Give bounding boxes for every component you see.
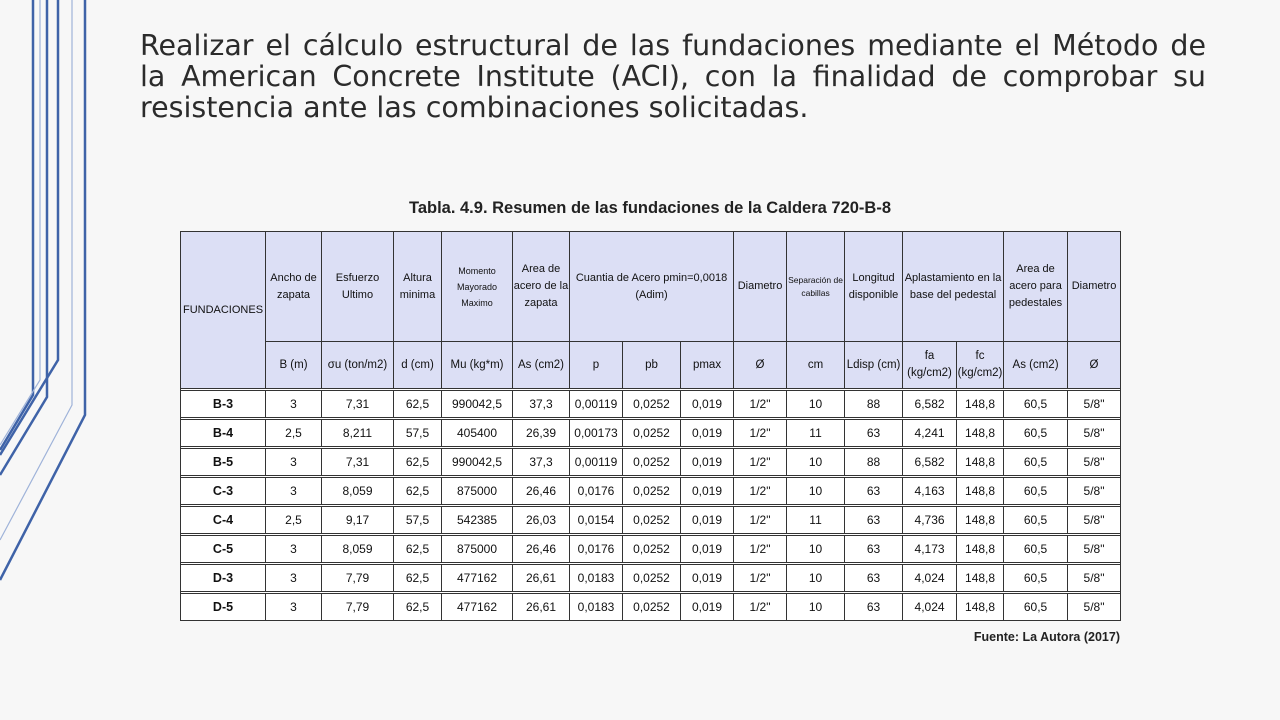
table-cell: 3 — [266, 536, 322, 563]
table-cell: 4,024 — [903, 565, 957, 592]
unit-cell: Ldisp (cm) — [845, 342, 903, 389]
unit-cell: pb — [623, 342, 681, 389]
foundation-name: B-5 — [181, 449, 266, 476]
table-cell: 148,8 — [957, 391, 1004, 418]
table-cell: 26,39 — [513, 420, 570, 447]
table-cell: 148,8 — [957, 594, 1004, 621]
table-cell: 0,0252 — [623, 536, 681, 563]
table-cell: 5/8" — [1068, 449, 1121, 476]
table-cell: 7,79 — [322, 565, 394, 592]
header-esfuerzo: Esfuerzo Ultimo — [322, 232, 394, 342]
table-cell: 10 — [787, 565, 845, 592]
header-cuantia: Cuantia de Acero pmin=0,0018 (Adim) — [570, 232, 734, 342]
table-cell: 990042,5 — [442, 391, 513, 418]
header-fundaciones: FUNDACIONES — [181, 232, 266, 389]
foundation-name: C-5 — [181, 536, 266, 563]
table-cell: 5/8" — [1068, 507, 1121, 534]
table-cell: 5/8" — [1068, 478, 1121, 505]
table-cell: 4,173 — [903, 536, 957, 563]
table-cell: 0,00119 — [570, 391, 623, 418]
header-aplastamiento: Aplastamiento en la base del pedestal — [903, 232, 1004, 342]
header-area-pedestal: Area de acero para pedestales — [1004, 232, 1068, 342]
header-row-units — [181, 342, 1121, 389]
unit-cell: As (cm2) — [513, 342, 570, 389]
unit-cell: σu (ton/m2) — [322, 342, 394, 389]
table-cell: 0,0252 — [623, 391, 681, 418]
foundation-name: C-4 — [181, 507, 266, 534]
header-ancho: Ancho de zapata — [266, 232, 322, 342]
table-cell: 2,5 — [266, 420, 322, 447]
table-cell: 0,019 — [681, 449, 734, 476]
table-cell: 0,0176 — [570, 478, 623, 505]
unit-cell: fa (kg/cm2) — [903, 342, 957, 389]
table-row — [181, 594, 1121, 621]
table-cell: 60,5 — [1004, 507, 1068, 534]
table-cell: 63 — [845, 478, 903, 505]
table-cell: 5/8" — [1068, 565, 1121, 592]
table-cell: 10 — [787, 478, 845, 505]
table-row — [181, 420, 1121, 447]
slide-body-text: Realizar el cálculo estructural de las fundaciones mediante el Método de la American Concrete Institute (ACI), con la finalidad de comprobar su resistencia ante las combinaciones solicitadas. — [140, 29, 1206, 124]
table-cell: 2,5 — [266, 507, 322, 534]
table-cell: 3 — [266, 594, 322, 621]
header-longitud: Longitud disponible — [845, 232, 903, 342]
table-cell: 1/2" — [734, 478, 787, 505]
table-cell: 63 — [845, 420, 903, 447]
table-cell: 0,019 — [681, 420, 734, 447]
table-cell: 4,241 — [903, 420, 957, 447]
table-cell: 7,31 — [322, 449, 394, 476]
unit-cell: As (cm2) — [1004, 342, 1068, 389]
table-cell: 8,059 — [322, 478, 394, 505]
table-cell: 1/2" — [734, 507, 787, 534]
table-row — [181, 507, 1121, 534]
table-cell: 26,46 — [513, 478, 570, 505]
table-cell: 0,019 — [681, 391, 734, 418]
table-cell: 0,019 — [681, 536, 734, 563]
table-cell: 7,79 — [322, 594, 394, 621]
table-cell: 60,5 — [1004, 449, 1068, 476]
table-cell: 10 — [787, 536, 845, 563]
table-cell: 37,3 — [513, 391, 570, 418]
unit-cell: fc (kg/cm2) — [957, 342, 1004, 389]
table-cell: 60,5 — [1004, 420, 1068, 447]
table-cell: 11 — [787, 507, 845, 534]
table-cell: 3 — [266, 391, 322, 418]
unit-cell: cm — [787, 342, 845, 389]
header-diametro-pedestal: Diametro — [1068, 232, 1121, 342]
foundation-name: D-5 — [181, 594, 266, 621]
table-cell: 6,582 — [903, 449, 957, 476]
table-cell: 60,5 — [1004, 536, 1068, 563]
table-cell: 1/2" — [734, 536, 787, 563]
table-cell: 0,0183 — [570, 565, 623, 592]
table-cell: 0,019 — [681, 565, 734, 592]
unit-cell: Ø — [1068, 342, 1121, 389]
table-cell: 0,0154 — [570, 507, 623, 534]
header-area-zapata: Area de acero de la zapata — [513, 232, 570, 342]
table-row — [181, 478, 1121, 505]
table-cell: 5/8" — [1068, 420, 1121, 447]
table-row — [181, 536, 1121, 563]
table-cell: 0,0252 — [623, 594, 681, 621]
unit-cell: Mu (kg*m) — [442, 342, 513, 389]
table-cell: 148,8 — [957, 449, 1004, 476]
table-cell: 10 — [787, 391, 845, 418]
table-cell: 26,61 — [513, 565, 570, 592]
table-cell: 1/2" — [734, 391, 787, 418]
decorative-lines — [0, 0, 140, 720]
table-cell: 148,8 — [957, 536, 1004, 563]
table-cell: 3 — [266, 565, 322, 592]
foundation-name: C-3 — [181, 478, 266, 505]
table-cell: 0,0252 — [623, 565, 681, 592]
table-row — [181, 449, 1121, 476]
table-cell: 1/2" — [734, 420, 787, 447]
table-cell: 9,17 — [322, 507, 394, 534]
unit-cell: d (cm) — [394, 342, 442, 389]
table-cell: 62,5 — [394, 594, 442, 621]
table-cell: 4,736 — [903, 507, 957, 534]
table-cell: 37,3 — [513, 449, 570, 476]
header-separacion: Separación de cabillas — [787, 232, 845, 342]
table-cell: 0,00173 — [570, 420, 623, 447]
table-cell: 0,0176 — [570, 536, 623, 563]
table-cell: 148,8 — [957, 478, 1004, 505]
table-row — [181, 565, 1121, 592]
unit-cell: B (m) — [266, 342, 322, 389]
table-cell: 26,61 — [513, 594, 570, 621]
table-cell: 0,019 — [681, 507, 734, 534]
table-cell: 10 — [787, 594, 845, 621]
table-cell: 0,0252 — [623, 507, 681, 534]
unit-cell: pmax — [681, 342, 734, 389]
table-cell: 3 — [266, 478, 322, 505]
table-cell: 8,211 — [322, 420, 394, 447]
table-cell: 0,019 — [681, 478, 734, 505]
foundations-table — [180, 231, 1121, 621]
table-cell: 542385 — [442, 507, 513, 534]
table-cell: 148,8 — [957, 507, 1004, 534]
table-cell: 11 — [787, 420, 845, 447]
table-cell: 4,163 — [903, 478, 957, 505]
table-cell: 5/8" — [1068, 391, 1121, 418]
table-cell: 4,024 — [903, 594, 957, 621]
foundation-name: B-4 — [181, 420, 266, 447]
foundation-name: B-3 — [181, 391, 266, 418]
table-cell: 63 — [845, 594, 903, 621]
table-cell: 0,0252 — [623, 478, 681, 505]
table-cell: 60,5 — [1004, 391, 1068, 418]
table-cell: 63 — [845, 507, 903, 534]
table-cell: 63 — [845, 565, 903, 592]
table-cell: 477162 — [442, 594, 513, 621]
table-source: Fuente: La Autora (2017) — [973, 630, 1120, 644]
table-cell: 60,5 — [1004, 565, 1068, 592]
table-cell: 26,03 — [513, 507, 570, 534]
table-cell: 1/2" — [734, 449, 787, 476]
table-cell: 62,5 — [394, 536, 442, 563]
table-cell: 88 — [845, 391, 903, 418]
table-cell: 0,00119 — [570, 449, 623, 476]
table-caption: Tabla. 4.9. Resumen de las fundaciones de la Caldera 720-B-8 — [408, 199, 892, 217]
table-cell: 148,8 — [957, 565, 1004, 592]
table-cell: 57,5 — [394, 420, 442, 447]
table-cell: 477162 — [442, 565, 513, 592]
table-cell: 62,5 — [394, 391, 442, 418]
unit-cell: p — [570, 342, 623, 389]
table-cell: 1/2" — [734, 565, 787, 592]
table-cell: 60,5 — [1004, 478, 1068, 505]
table-cell: 26,46 — [513, 536, 570, 563]
table-cell: 0,0183 — [570, 594, 623, 621]
table-cell: 62,5 — [394, 478, 442, 505]
header-row-titles — [181, 232, 1121, 342]
table-cell: 3 — [266, 449, 322, 476]
table-cell: 0,019 — [681, 594, 734, 621]
header-diametro: Diametro — [734, 232, 787, 342]
table-cell: 8,059 — [322, 536, 394, 563]
table-cell: 5/8" — [1068, 594, 1121, 621]
table-cell: 990042,5 — [442, 449, 513, 476]
table-cell: 6,582 — [903, 391, 957, 418]
foundation-name: D-3 — [181, 565, 266, 592]
table-cell: 62,5 — [394, 565, 442, 592]
table-cell: 148,8 — [957, 420, 1004, 447]
table-cell: 405400 — [442, 420, 513, 447]
table-cell: 63 — [845, 536, 903, 563]
header-momento: Momento Mayorado Maximo — [442, 232, 513, 342]
table-cell: 7,31 — [322, 391, 394, 418]
table-cell: 60,5 — [1004, 594, 1068, 621]
table-cell: 1/2" — [734, 594, 787, 621]
table-cell: 875000 — [442, 536, 513, 563]
table-body — [181, 389, 1121, 621]
unit-cell: Ø — [734, 342, 787, 389]
table-cell: 62,5 — [394, 449, 442, 476]
table-cell: 0,0252 — [623, 449, 681, 476]
header-altura: Altura minima — [394, 232, 442, 342]
table-cell: 88 — [845, 449, 903, 476]
table-cell: 10 — [787, 449, 845, 476]
table-cell: 875000 — [442, 478, 513, 505]
table-cell: 0,0252 — [623, 420, 681, 447]
table-cell: 5/8" — [1068, 536, 1121, 563]
table-row — [181, 391, 1121, 418]
table-cell: 57,5 — [394, 507, 442, 534]
